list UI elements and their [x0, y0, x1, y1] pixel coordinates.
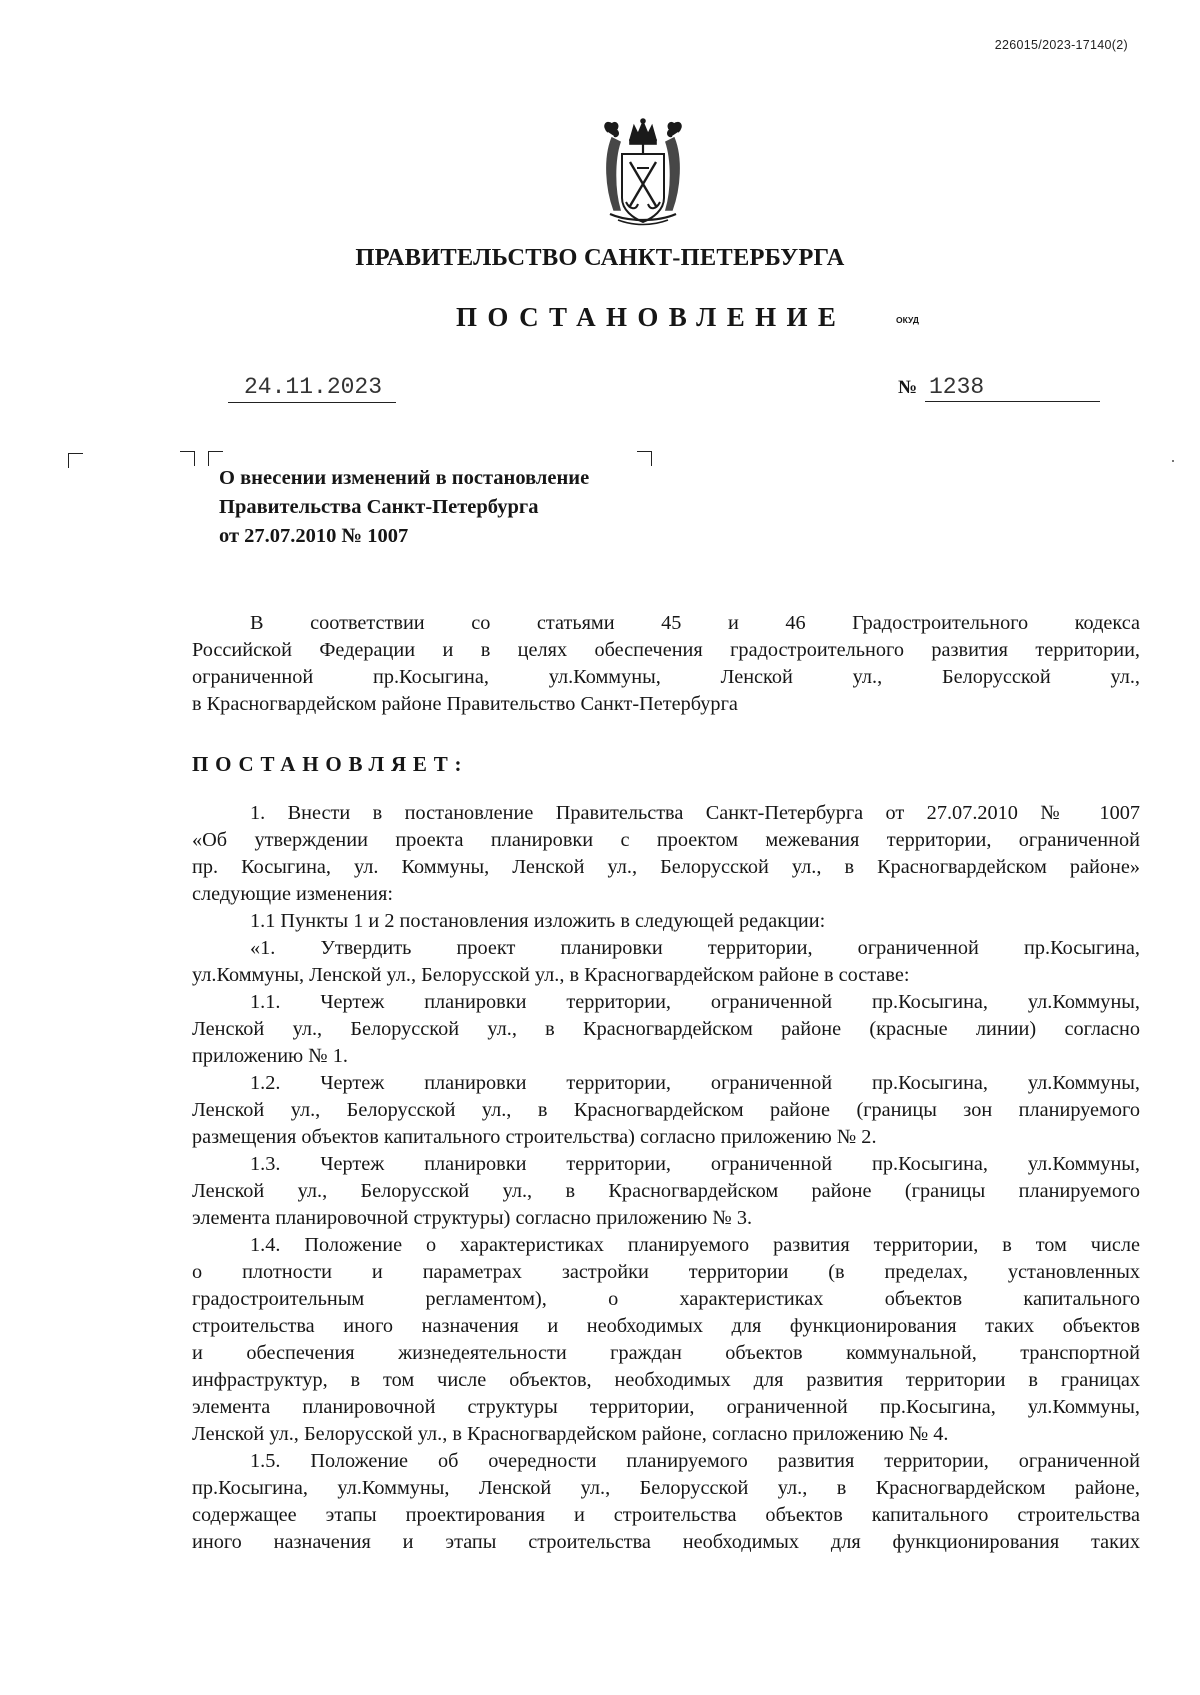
saint-petersburg-coat-of-arms-icon: [598, 118, 688, 228]
subject-bracket-right: [637, 451, 652, 466]
paragraph-line: 1.4. Положение о характеристиках планируемого развития территории, в том числе: [250, 1234, 1140, 1256]
paragraph-line: 1.3. Чертеж планировки территории, ограниченной пр.Косыгина, ул.Коммуны,: [250, 1153, 1140, 1175]
paragraph-line: Ленской ул., Белорусской ул., в Красногвардейском районе (границы зон планируемого: [192, 1099, 1140, 1121]
margin-mark: [1172, 460, 1174, 462]
paragraph-line: пр. Косыгина, ул. Коммуны, Ленской ул., Белорусской ул., в Красногвардейском районе»: [192, 856, 1140, 878]
resolves-heading: ПОСТАНОВЛЯЕТ:: [192, 752, 469, 776]
paragraph-line: 1.5. Положение об очередности планируемого развития территории, ограниченной: [250, 1450, 1140, 1472]
preamble: [192, 610, 1140, 718]
number-label: №: [898, 377, 918, 398]
subject-bracket-left-outer: [180, 451, 195, 466]
preamble-line: Российской Федерации и в целях обеспечения градостроительного развития территории,: [192, 639, 1140, 661]
paragraph-line: градостроительным регламентом), о характеристиках объектов капитального: [192, 1288, 1140, 1310]
paragraph-line: содержащее этапы проектирования и строительства объектов капитального строительства: [192, 1504, 1140, 1526]
paragraph-line: «1. Утвердить проект планировки территории, ограниченной пр.Косыгина,: [250, 937, 1140, 959]
paragraph-line: ул.Коммуны, Ленской ул., Белорусской ул., в Красногвардейском районе в составе:: [192, 964, 910, 986]
paragraph-line: 1.1 Пункты 1 и 2 постановления изложить в следующей редакции:: [250, 910, 826, 932]
okud-label: ОКУД: [896, 315, 919, 325]
document-type-heading: ПОСТАНОВЛЕНИЕ: [456, 302, 847, 332]
paragraph-line: Ленской ул., Белорусской ул., в Красногвардейском районе (красные линии) согласно: [192, 1018, 1140, 1040]
government-title: ПРАВИТЕЛЬСТВО САНКТ-ПЕТЕРБУРГА: [355, 244, 845, 271]
paragraph-line: строительства иного назначения и необходимых для функционирования таких объектов: [192, 1315, 1140, 1337]
paragraph-line: 1. Внести в постановление Правительства Санкт-Петербурга от 27.07.2010 № 1007: [250, 802, 1140, 824]
paragraph-line: размещения объектов капитального строительства) согласно приложению № 2.: [192, 1126, 877, 1148]
resolution-body: [192, 800, 1140, 1556]
paragraph-line: следующие изменения:: [192, 883, 393, 905]
document-date: 24.11.2023: [244, 374, 383, 400]
paragraph-line: Ленской ул., Белорусской ул., в Красногвардейском районе, согласно приложению № 4.: [192, 1423, 949, 1445]
paragraph-line: приложению № 1.: [192, 1045, 348, 1067]
paragraph-line: 1.2. Чертеж планировки территории, ограниченной пр.Косыгина, ул.Коммуны,: [250, 1072, 1140, 1094]
paragraph-line: 1.1. Чертеж планировки территории, ограниченной пр.Косыгина, ул.Коммуны,: [250, 991, 1140, 1013]
preamble-line: В соответствии со статьями 45 и 46 Градостроительного кодекса: [250, 612, 1140, 634]
paragraph-line: иного назначения и этапы строительства необходимых для функционирования таких: [192, 1531, 1140, 1553]
paragraph-line: элемента планировочной структуры территории, ограниченной пр.Косыгина, ул.Коммуны,: [192, 1396, 1140, 1418]
paragraph-line: пр.Косыгина, ул.Коммуны, Ленской ул., Белорусской ул., в Красногвардейском районе,: [192, 1477, 1140, 1499]
paragraph-line: и обеспечения жизнедеятельности граждан объектов коммунальной, транспортной: [192, 1342, 1140, 1364]
paragraph-line: элемента планировочной структуры) согласно приложению № 3.: [192, 1207, 753, 1229]
document-number: 1238: [929, 374, 985, 400]
left-margin-corner-mark: [68, 453, 83, 468]
paragraph-line: Ленской ул., Белорусской ул., в Красногвардейском районе (границы планируемого: [192, 1180, 1140, 1202]
paragraph-line: инфраструктур, в том числе объектов, необходимых для развития территории в границах: [192, 1369, 1140, 1391]
paragraph-line: о плотности и параметрах застройки территории (в пределах, установленных: [192, 1261, 1140, 1283]
subject-line: от 27.07.2010 № 1007: [219, 525, 409, 547]
document-subject: [219, 464, 589, 551]
preamble-line: в Красногвардейском районе Правительство Санкт-Петербурга: [192, 693, 738, 715]
preamble-line: ограниченной пр.Косыгина, ул.Коммуны, Ленской ул., Белорусской ул.,: [192, 666, 1140, 688]
paragraph-line: «Об утверждении проекта планировки с проектом межевания территории, ограниченной: [192, 829, 1140, 851]
subject-line: О внесении изменений в постановление: [219, 467, 590, 489]
registration-number: 226015/2023-17140(2): [994, 38, 1128, 52]
subject-line: Правительства Санкт-Петербурга: [219, 496, 539, 518]
